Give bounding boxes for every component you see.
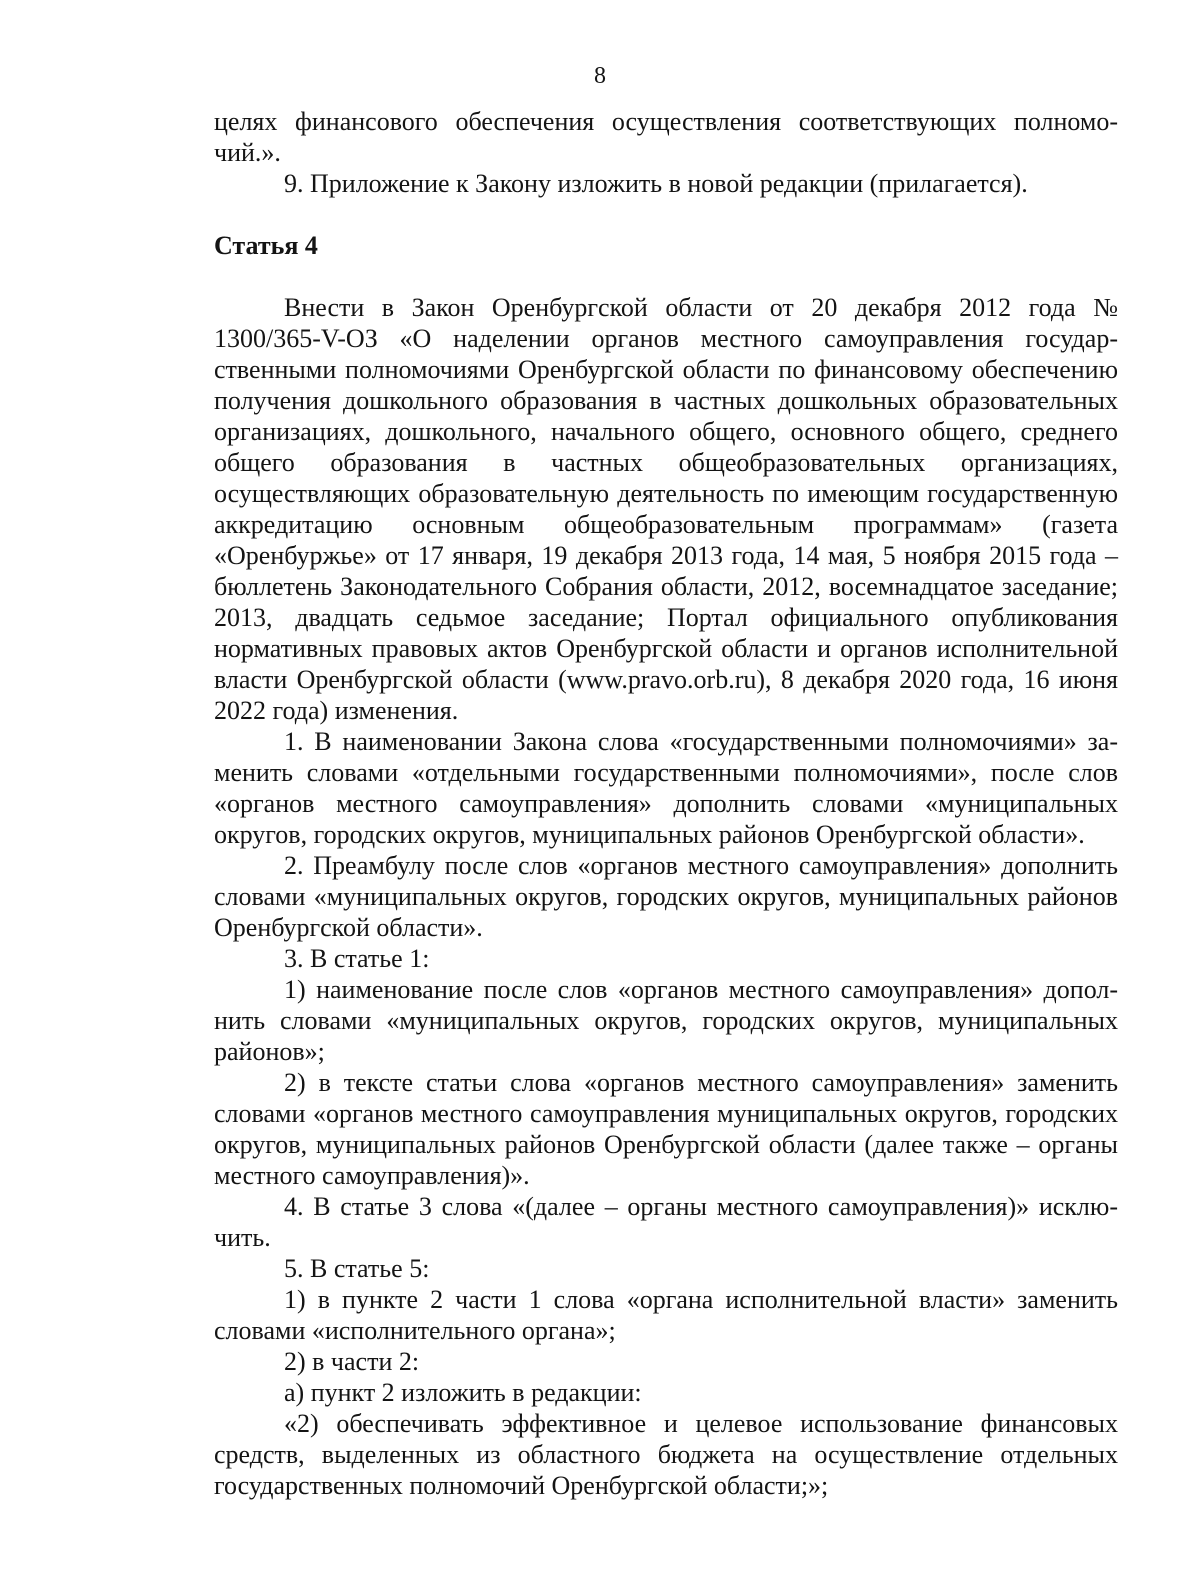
article-item: 1. В наименовании Закона слова «государственными полномочиями» заменить словами «отдельными государственными полномочиями», после слов «органов местного самоуправления» дополнить словами «муниципальных округов, городских округов, муниципальных районов Оренбургской области». (214, 727, 1118, 849)
paragraph-item-9: 9. Приложение к Закону изложить в новой редакции (прилагается). (284, 169, 1028, 198)
page-number: 8 (594, 63, 606, 89)
article-item: 3. В статье 1: (284, 944, 430, 973)
article-item: «2) обеспечивать эффективное и целевое использование финансовых средств, выделенных из областного бюджета на осуществление отдельных государственных полномочий Оренбургской области;»; (214, 1409, 1118, 1500)
article-item: 2) в части 2: (284, 1347, 420, 1376)
paragraph-continuation: целях финансового обеспечения осуществления соответствующих полномочий.». (214, 107, 1118, 167)
article-item: 5. В статье 5: (284, 1254, 430, 1283)
article-item: 2) в тексте статьи слова «органов местного самоуправления» заменить словами «органов местного самоуправления муниципальных округов, городских округов, муниципальных районов Оренбургской области (далее также – органы местного самоуправления)». (214, 1068, 1118, 1190)
article-item: 1) в пункте 2 части 1 слова «органа исполнительной власти» заменить словами «исполнительного органа»; (214, 1285, 1118, 1345)
article-intro: Внести в Закон Оренбургской области от 20 декабря 2012 года № 1300/365-V-ОЗ «О наделении органов местного самоуправления государственными полномочиями Оренбургской области по финансовому обеспечению получения дошкольного образования в частных дошкольных образовательных организациях, дошкольного, начального общего, основного общего, среднего общего образования в частных общеобразовательных организациях, осуществляющих образовательную деятельность по имеющим государственную аккредитацию основным общеобразовательным программам» (газета «Оренбуржье» от 17 января, 19 декабря 2013 года, 14 мая, 5 ноября 2015 года – бюллетень Законодательного Собрания области, 2012, восемнадцатое заседание; 2013, двадцать седьмое заседание; Портал официального опубликования нормативных правовых актов Оренбургской области и органов исполнительной власти Оренбургской области (www.pravo.orb.ru), 8 декабря 2020 года, 16 июня 2022 года) изменения. (214, 293, 1118, 725)
document-body (214, 106, 1118, 1501)
article-item: а) пункт 2 изложить в редакции: (284, 1378, 642, 1407)
article-heading: Статья 4 (214, 231, 318, 260)
article-item: 4. В статье 3 слова «(далее – органы местного самоуправления)» исключить. (214, 1192, 1118, 1252)
article-item: 1) наименование после слов «органов местного самоуправления» дополнить словами «муниципальных округов, городских округов, муниципальных районов»; (214, 975, 1118, 1066)
article-item: 2. Преамбулу после слов «органов местного самоуправления» дополнить словами «муниципальных округов, городских округов, муниципальных районов Оренбургской области». (214, 851, 1118, 942)
